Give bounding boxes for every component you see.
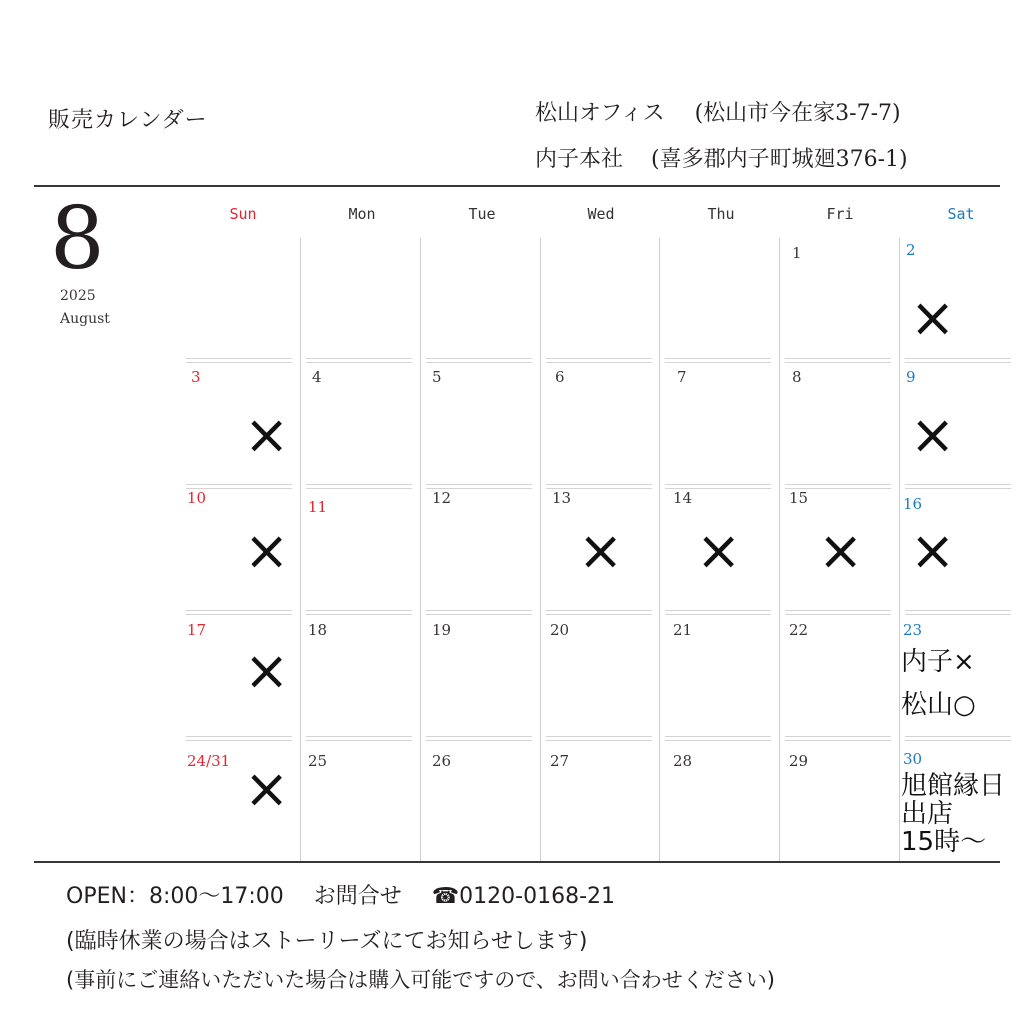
closed-mark: × — [244, 403, 290, 466]
day-29: 29 — [789, 752, 809, 770]
day-15: 15 — [789, 489, 809, 507]
day-11: 11 — [308, 498, 328, 516]
grid-divider — [540, 238, 541, 861]
day-21: 21 — [673, 621, 693, 639]
day-30: 30 — [903, 750, 923, 768]
row-separator — [665, 736, 771, 741]
month-number: 8 — [50, 189, 105, 289]
day-1: 1 — [792, 244, 802, 262]
grid-divider — [420, 238, 421, 861]
row-separator — [186, 610, 292, 615]
row-separator — [905, 484, 1011, 489]
grid-divider — [899, 238, 900, 861]
row-separator — [426, 736, 532, 741]
row-separator — [186, 736, 292, 741]
weekday-wed: Wed — [587, 205, 615, 223]
day-16: 16 — [903, 495, 923, 513]
row-separator — [306, 610, 412, 615]
closed-mark: × — [578, 519, 624, 582]
row-separator — [665, 610, 771, 615]
row-separator — [785, 358, 891, 363]
weekday-tue: Tue — [468, 205, 496, 223]
office-uchiko — [535, 142, 908, 173]
day-3: 3 — [191, 368, 201, 386]
closed-mark: × — [818, 519, 864, 582]
day-12: 12 — [432, 489, 452, 507]
row-separator — [426, 610, 532, 615]
note-event-title: 旭館縁日 — [901, 771, 1006, 801]
day-22: 22 — [789, 621, 809, 639]
office-uchiko-address: (喜多郡内子町城廻376-1) — [651, 147, 908, 172]
row-separator — [426, 358, 532, 363]
grid-divider — [779, 238, 780, 861]
calendar-title: 販売カレンダー — [48, 108, 208, 133]
row-separator — [665, 358, 771, 363]
grid-divider — [300, 238, 301, 861]
phone-number[interactable]: 0120-0168-21 — [459, 884, 616, 909]
day-19: 19 — [432, 621, 452, 639]
day-4: 4 — [312, 368, 322, 386]
day-28: 28 — [673, 752, 693, 770]
row-separator — [546, 610, 652, 615]
grid-divider — [659, 238, 660, 861]
note-event-detail: 出店 — [901, 799, 954, 829]
inquiry-label: お問合せ — [313, 884, 402, 909]
day-24-31: 24/31 — [187, 752, 231, 770]
footer-contact — [66, 879, 615, 910]
day-18: 18 — [308, 621, 328, 639]
day-25: 25 — [308, 752, 328, 770]
row-separator — [546, 736, 652, 741]
day-26: 26 — [432, 752, 452, 770]
row-separator — [306, 358, 412, 363]
closed-mark: × — [696, 519, 742, 582]
note-uchiko-closed: 内子× — [901, 647, 975, 677]
office-uchiko-name: 内子本社 — [535, 147, 624, 172]
row-separator — [905, 358, 1011, 363]
day-10: 10 — [187, 489, 207, 507]
closed-mark: × — [910, 403, 956, 466]
day-8: 8 — [792, 368, 802, 386]
day-20: 20 — [550, 621, 570, 639]
day-7: 7 — [677, 368, 687, 386]
office-matsuyama-name: 松山オフィス — [535, 101, 665, 126]
header-divider — [34, 185, 1000, 187]
phone-icon: ☎ — [431, 884, 460, 909]
footer-notice-closure: (臨時休業の場合はストーリーズにてお知らせします) — [66, 929, 588, 954]
row-separator — [546, 358, 652, 363]
day-9: 9 — [906, 368, 916, 386]
day-6: 6 — [555, 368, 565, 386]
office-matsuyama-address: (松山市今在家3-7-7) — [694, 101, 901, 126]
row-separator — [306, 736, 412, 741]
row-separator — [905, 736, 1011, 741]
day-27: 27 — [550, 752, 570, 770]
row-separator — [186, 358, 292, 363]
weekday-mon: Mon — [348, 205, 376, 223]
weekday-thu: Thu — [707, 205, 735, 223]
footer-divider — [34, 861, 1000, 863]
day-5: 5 — [432, 368, 442, 386]
day-13: 13 — [552, 489, 572, 507]
business-hours: OPEN：8:00〜17:00 — [66, 884, 284, 909]
row-separator — [306, 484, 412, 489]
row-separator — [905, 610, 1011, 615]
weekday-sat: Sat — [947, 205, 975, 223]
closed-mark: × — [910, 519, 956, 582]
month-name: August — [60, 311, 110, 327]
closed-mark: × — [244, 519, 290, 582]
weekday-fri: Fri — [826, 205, 854, 223]
closed-mark: × — [244, 757, 290, 820]
row-separator — [785, 736, 891, 741]
office-matsuyama — [535, 96, 901, 127]
day-23: 23 — [903, 621, 923, 639]
day-17: 17 — [187, 621, 207, 639]
row-separator — [785, 610, 891, 615]
month-year: 2025 — [60, 288, 96, 304]
closed-mark: × — [244, 639, 290, 702]
note-event-time: 15時〜 — [901, 827, 987, 857]
footer-notice-purchase: (事前にご連絡いただいた場合は購入可能ですので、お問い合わせください) — [66, 968, 775, 992]
weekday-sun: Sun — [229, 205, 257, 223]
note-matsuyama-open: 松山○ — [901, 690, 976, 720]
closed-mark: × — [910, 286, 956, 349]
day-14: 14 — [673, 489, 693, 507]
day-2: 2 — [906, 241, 916, 259]
